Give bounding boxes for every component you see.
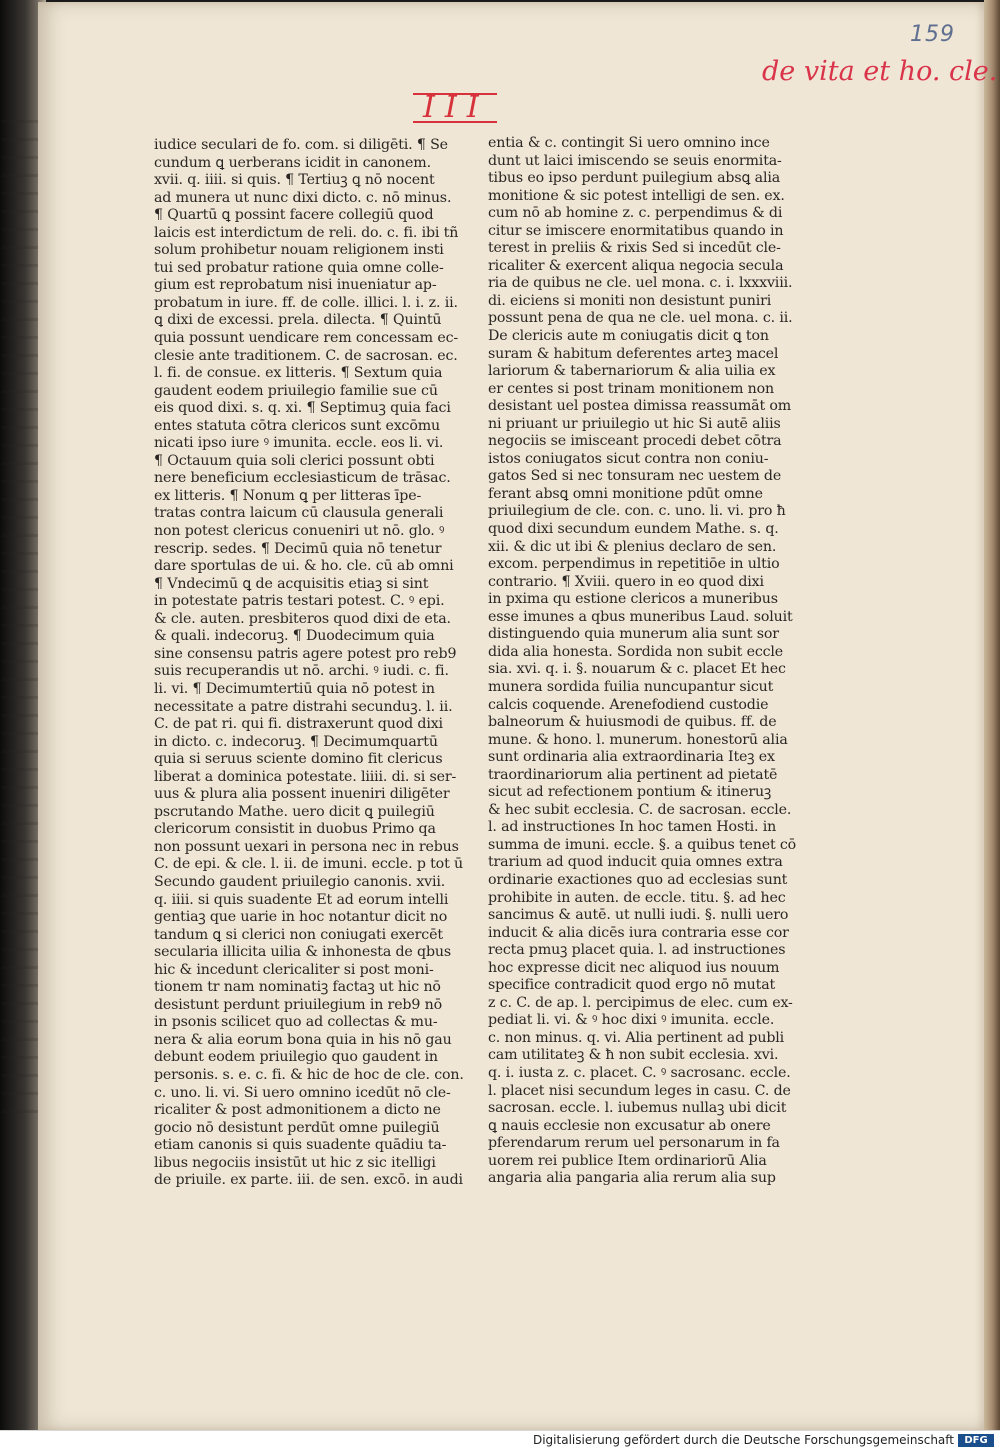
text-line: dida alia honesta. Sordida non subit eccle	[488, 643, 784, 660]
text-line: C. de epi. & cle. l. ii. de imuni. eccle. p tot ū	[154, 856, 463, 873]
text-line: sunt ordinaria alia extraordinaria Iteꝫ ex	[488, 749, 775, 766]
text-line: tui sed probatur ratione quia omne colle-	[154, 259, 444, 276]
text-line: gaudent eodem priuilegio familie sue cū	[154, 382, 438, 399]
text-line: hoc expresse dicit nec aliquod ius nouum	[488, 959, 780, 976]
page-edge	[984, 0, 1000, 1430]
text-line: C. de pat ri. qui fi. distraxerunt quod dixi	[154, 716, 443, 733]
text-line: tibus eo ipso perdunt puilegium absꝗ alia	[488, 170, 781, 187]
text-line: di. eiciens si moniti non desistunt puniri	[488, 292, 772, 309]
text-line: gocio nō desistunt perdūt omne puilegiū	[154, 1119, 440, 1136]
text-line: ad munera ut nunc dixi dicto. c. nō minus.	[154, 189, 452, 206]
text-line: angaria alia pangaria alia rerum alia sup	[488, 1170, 776, 1187]
text-line: pediat li. vi. & ꝰ hoc dixi ꝰ imunita. eccle.	[488, 1012, 775, 1029]
text-line: sine consensu patris agere potest pro reb9	[154, 645, 457, 662]
text-line: gentiaꝫ que uarie in hoc notantur dicit no	[154, 909, 448, 926]
text-line: ria de quibus ne cle. uel mona. c. i. lxxxviii.	[488, 275, 793, 292]
text-line: traordinariorum alia pertinent ad pietatē	[488, 766, 778, 783]
text-line: l. fi. de consue. ex litteris. ¶ Sextum quia	[154, 365, 443, 382]
text-line: solum prohibetur nouam religionem insti	[154, 242, 444, 259]
text-line: personis. s. e. c. fi. & hic de hoc de cle. con.	[154, 1066, 464, 1083]
text-line: ꝗ nauis ecclesie non excusatur ab onere	[488, 1117, 771, 1134]
text-line: quia possunt uendicare rem concessam ec-	[154, 330, 459, 347]
text-line: tionem tr nam nominatiꝫ factaꝫ ut hic nō	[154, 979, 441, 996]
text-line: esse imunes a qbus muneribus Laud. soluit	[488, 608, 793, 625]
text-line: negociis se imisceant procedi debet cōtra	[488, 433, 782, 450]
text-line: laicis est interdictum de reli. do. c. fi. ibi tñ	[154, 224, 459, 241]
text-line: excom. perpendimus in repetitiōe in ultio	[488, 556, 780, 573]
text-line: quod dixi secundum eundem Mathe. s. q.	[488, 521, 779, 538]
text-line: balneorum & huiusmodi de quibus. ff. de	[488, 714, 777, 731]
text-line: in psonis scilicet quo ad collectas & mu-	[154, 1014, 438, 1031]
text-line: uorem rei publice Item ordinariorū Alia	[488, 1152, 767, 1169]
text-line: xii. & dic ut ibi & plenius declaro de sen.	[488, 538, 777, 555]
folio-number: 159	[910, 22, 955, 47]
text-line: er centes si post trinam monitionem non	[488, 380, 774, 397]
text-line: ni priuant ur priuilegio ut hic Si autē aliis	[488, 415, 781, 432]
text-line: etiam canonis si quis suadente quādiu ta-	[154, 1137, 447, 1154]
text-line: recta pmuꝫ placet quia. l. ad instructiones	[488, 942, 786, 959]
text-line: l. ad instructiones In hoc tamen Hosti. in	[488, 819, 777, 836]
text-line: in pxima qu estione clericos a muneribus	[488, 591, 778, 608]
text-line: quia si seruus sciente domino fit clericus	[154, 751, 443, 768]
text-line: non potest clericus conueniri ut nō. glo. ꝰ	[154, 523, 445, 540]
right-text-column	[488, 135, 797, 1188]
text-line: xvii. q. iiii. si quis. ¶ Tertiuꝫ ꝗ nō nocent	[154, 172, 435, 189]
text-line: libus negociis insistūt ut hic z sic itelligi	[154, 1154, 436, 1171]
footer-bar	[0, 1430, 1000, 1450]
text-line: prohibite in auten. de eccle. titu. §. ad hec	[488, 889, 786, 906]
text-line: entes statuta cōtra clericos sunt excōmu	[154, 417, 441, 434]
text-line: desistunt perdunt priuilegium in reb9 nō	[154, 996, 442, 1013]
text-line: pscrutando Mathe. uero dicit ꝗ puilegiū	[154, 803, 435, 820]
text-line: c. non minus. q. vi. Alia pertinent ad publi	[488, 1029, 785, 1046]
text-line: uus & plura alia possent inueniri diligēter	[154, 786, 450, 803]
text-line: q. i. iusta z. c. placet. C. ꝰ sacrosanc. eccle.	[488, 1064, 791, 1081]
text-line: ¶ Vndecimū ꝗ de acquisitis etiaꝫ si sint	[154, 575, 429, 592]
text-line: rescrip. sedes. ¶ Decimū quia nō tenetur	[154, 540, 442, 557]
text-line: terest in preliis & rixis Sed si incedūt cle-	[488, 240, 781, 257]
chapter-numeral: III	[413, 93, 497, 123]
text-line: ¶ Quartū ꝗ possint facere collegiū quod	[154, 207, 434, 224]
text-line: ferant absꝗ omni monitione pdūt omne	[488, 485, 763, 502]
text-line: gium est reprobatum nisi inueniatur ap-	[154, 277, 437, 294]
text-line: entia & c. contingit Si uero omnino ince	[488, 135, 770, 151]
text-line: sia. xvi. q. i. §. nouarum & c. placet Et hec	[488, 661, 786, 678]
text-line: in potestate patris testari potest. C. ꝰ epi.	[154, 593, 445, 610]
text-line: cam utilitateꝫ & ħ non subit ecclesia. xvi.	[488, 1047, 779, 1064]
text-line: probatum in iure. ff. de colle. illici. l. i. z. ii.	[154, 294, 458, 311]
text-line: ricaliter & post admonitionem a dicto ne	[154, 1102, 441, 1119]
facing-page-edge	[2, 120, 42, 1120]
text-line: trarium ad quod inducit quia omnes extra	[488, 854, 783, 871]
text-line: De clericis aute m coniugatis dicit ꝗ ton	[488, 328, 769, 345]
text-line: & hec subit ecclesia. C. de sacrosan. eccle.	[488, 801, 792, 818]
footer-credit: Digitalisierung gefördert durch die Deutsche Forschungsgemeinschaft	[532, 1433, 954, 1447]
text-line: clericorum consistit in duobus Primo qa	[154, 821, 436, 838]
text-line: cum nō ab homine z. c. perpendimus & di	[488, 205, 783, 222]
text-line: eis quod dixi. s. q. xi. ¶ Septimuꝫ quia faci	[154, 400, 451, 417]
text-line: calcis coquende. Arenefodiend custodie	[488, 696, 769, 713]
dfg-logo: DFG	[958, 1434, 994, 1447]
text-line: ꝗ dixi de excessi. prela. dilecta. ¶ Quintū	[154, 312, 442, 329]
text-line: priuilegium de cle. con. c. uno. li. vi. pro ħ	[488, 503, 786, 520]
text-line: secularia illicita uilia & inhonesta de qbus	[154, 944, 452, 961]
text-line: summa de imuni. eccle. §. a quibus tenet cō	[488, 836, 797, 853]
text-line: de priuile. ex parte. iii. de sen. excō. in audi	[154, 1172, 463, 1189]
text-line: c. uno. li. vi. Si uero omnino icedūt nō cle-	[154, 1084, 451, 1101]
text-line: cundum ꝗ uerberans icidit in canonem.	[154, 154, 431, 171]
text-line: contrario. ¶ Xviii. quero in eo quod dixi	[488, 573, 764, 590]
text-line: distinguendo quia munerum alia sunt sor	[488, 626, 779, 643]
text-line: dare sportulas de ui. & ho. cle. cū ab omni	[154, 558, 454, 575]
text-line: suram & habitum deferentes arteꝫ macel	[488, 345, 779, 362]
text-line: gatos Sed si nec tonsuram nec uestem de	[488, 468, 782, 485]
text-line: li. vi. ¶ Decimumtertiū quia nō potest in	[154, 680, 435, 697]
text-line: ordinarie exactiones quo ad ecclesias sunt	[488, 871, 788, 888]
text-line: Secundo gaudent priuilegio canonis. xvii.	[154, 873, 446, 890]
text-line: sacrosan. eccle. l. iubemus nullaꝫ ubi dicit	[488, 1100, 787, 1117]
left-text-column	[154, 137, 464, 1190]
text-line: nere beneficium ecclesiasticum de trāsac.	[154, 470, 451, 487]
text-line: necessitate a patre distrahi secunduꝫ. l. ii.	[154, 698, 453, 715]
text-line: possunt pena de qua ne cle. uel mona. c. ii.	[488, 310, 793, 327]
text-line: suis recuperandis ut nō. archi. ꝰ iudi. c. fi.	[154, 663, 449, 680]
text-line: pferendarum rerum uel personarum in fa	[488, 1135, 780, 1152]
text-line: inducit & alia dicēs iura contraria esse cor	[488, 924, 789, 941]
text-line: nicati ipso iure ꝰ imunita. eccle. eos li. vi.	[154, 435, 444, 452]
text-line: sancimus & autē. ut nulli iudi. §. nulli uero	[488, 907, 789, 924]
text-line: non possunt uexari in persona nec in rebus	[154, 838, 459, 855]
text-line: & quali. indecoruꝫ. ¶ Duodecimum quia	[154, 628, 435, 645]
rubric-heading: de vita et ho. cle.	[762, 56, 998, 87]
text-line: istos coniugatos sicut contra non coniu-	[488, 450, 769, 467]
text-line: iudice seculari de fo. com. si diligēti. ¶ Se	[154, 137, 448, 153]
text-line: q. iiii. si quis suadente Et ad eorum intelli	[154, 891, 449, 908]
text-line: liberat a dominica potestate. liiii. di. si ser-	[154, 768, 457, 785]
text-line: clesie ante traditionem. C. de sacrosan. ec.	[154, 347, 458, 364]
text-line: nera & alia eorum bona quia in his nō gau	[154, 1031, 452, 1048]
text-line: l. placet nisi secundum leges in casu. C. de	[488, 1082, 791, 1099]
text-line: hic & incedunt clericaliter si post moni-	[154, 961, 434, 978]
text-line: tratas contra laicum cū clausula generali	[154, 505, 444, 522]
text-line: in dicto. c. indecoruꝫ. ¶ Decimumquartū	[154, 733, 438, 750]
text-line: desistant uel postea dimissa reassumāt om	[488, 398, 792, 415]
text-line: ¶ Octauum quia soli clerici possunt obti	[154, 452, 435, 469]
text-line: ricaliter & exercent aliqua negocia secula	[488, 257, 784, 274]
text-line: lariorum & tabernariorum & alia uilia ex	[488, 363, 776, 380]
text-line: citur se imiscere enormitatibus quando in	[488, 222, 784, 239]
text-line: munera sordida fuilia nuncupantur sicut	[488, 678, 774, 695]
text-line: monitione & sic potest intelligi de sen. ex.	[488, 187, 785, 204]
text-line: & cle. auten. presbiteros quod dixi de eta.	[154, 610, 451, 627]
text-line: dunt ut laici imiscendo se seuis enormita-	[488, 152, 782, 169]
text-line: ex litteris. ¶ Nonum ꝗ per litteras īpe-	[154, 487, 422, 504]
text-line: tandum ꝗ si clerici non coniugati exercēt	[154, 926, 443, 943]
text-line: z c. C. de ap. l. percipimus de elec. cum ex-	[488, 994, 793, 1011]
text-line: debunt eodem priuilegio quo gaudent in	[154, 1049, 438, 1066]
text-line: specifice contradicit quod ergo nō mutat	[488, 977, 776, 994]
text-line: mune. & hono. l. munerum. honestorū alia	[488, 731, 788, 748]
text-line: sicut ad refectionem pontium & itineruꝫ	[488, 784, 772, 801]
